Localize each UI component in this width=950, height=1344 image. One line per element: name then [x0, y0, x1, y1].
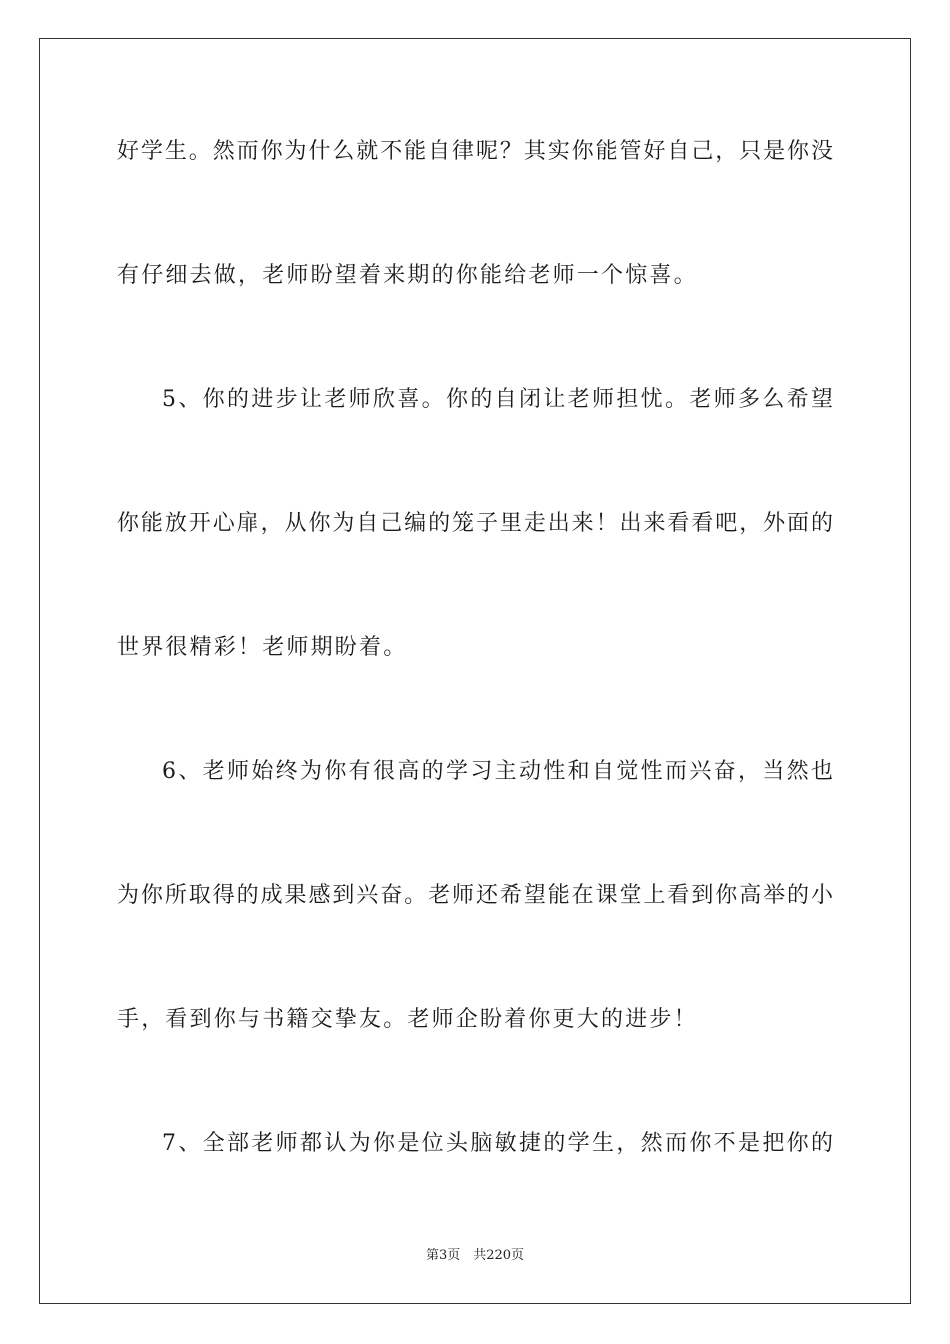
page-border [39, 38, 911, 1304]
text-line: 7、全部老师都认为你是位头脑敏捷的学生，然而你不是把你的 [162, 1131, 833, 1156]
text-line: 6、老师始终为你有很高的学习主动性和自觉性而兴奋，当然也 [162, 759, 833, 784]
text-line: 手，看到你与书籍交挚友。老师企盼着你更大的进步！ [117, 1007, 698, 1032]
page-number-footer: 第3页 共220页 [425, 1248, 525, 1263]
text-line: 好学生。然而你为什么就不能自律呢？其实你能管好自己，只是你没 [117, 139, 833, 164]
text-line: 为你所取得的成果感到兴奋。老师还希望能在课堂上看到你高举的小 [117, 883, 833, 908]
text-line: 5、你的进步让老师欣喜。你的自闭让老师担忧。老师多么希望 [162, 387, 833, 412]
text-line: 有仔细去做，老师盼望着来期的你能给老师一个惊喜。 [117, 263, 698, 288]
text-line: 你能放开心扉，从你为自己编的笼子里走出来！出来看看吧，外面的 [117, 511, 833, 536]
text-line: 世界很精彩！老师期盼着。 [117, 635, 408, 660]
